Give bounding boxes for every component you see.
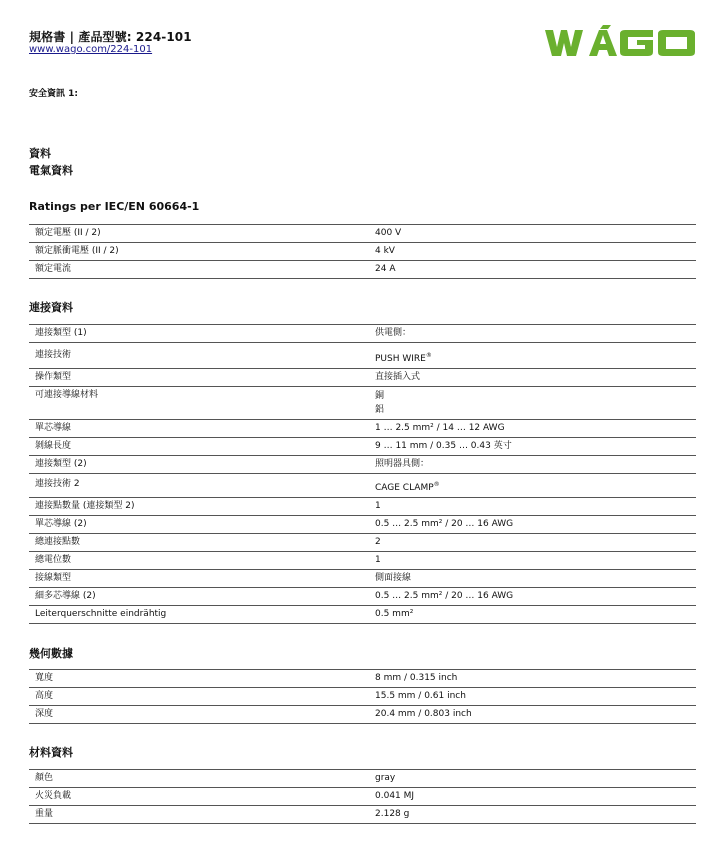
row-label: 剝線長度 (29, 438, 369, 456)
row-value: 側面接線 (369, 570, 696, 588)
row-label: 高度 (29, 688, 369, 706)
row-value: 9 … 11 mm / 0.35 … 0.43 英寸 (369, 438, 696, 456)
geometry-heading: 幾何數據 (29, 647, 73, 660)
table-row (29, 498, 696, 516)
row-label: 單芯導線 (2) (29, 516, 369, 534)
row-value: 15.5 mm / 0.61 inch (369, 688, 696, 706)
table-row (29, 788, 696, 806)
row-value: 1 (369, 498, 696, 516)
row-value: 8 mm / 0.315 inch (369, 670, 696, 688)
row-label: 連接點數量 (連接類型 2) (29, 498, 369, 516)
row-label: 總連接點數 (29, 534, 369, 552)
table-row (29, 588, 696, 606)
table-row (29, 770, 696, 788)
row-value: 0.5 mm² (369, 606, 696, 624)
registered-mark: ® (425, 352, 432, 359)
registered-mark: ® (433, 481, 440, 488)
table-row (29, 570, 696, 588)
row-label: 深度 (29, 706, 369, 724)
row-value: CAGE CLAMP (375, 483, 434, 493)
row-value: PUSH WIRE (375, 354, 426, 364)
table-row (29, 474, 696, 498)
row-label: 火災負載 (29, 788, 369, 806)
row-value: 供電側： (369, 325, 696, 343)
material-heading: 材料資料 (29, 746, 73, 759)
row-value: 銅 (375, 391, 385, 401)
table-row (29, 706, 696, 724)
row-value: 直接插入式 (369, 369, 696, 387)
row-label: Leiterquerschnitte eindrähtig (29, 606, 369, 624)
page-title: 規格書 | 產品型號: 224-101 (29, 30, 192, 44)
wago-logo (545, 25, 695, 61)
row-value-cell (369, 474, 696, 498)
table-row (29, 806, 696, 824)
product-link[interactable]: www.wago.com/224-101 (29, 44, 153, 55)
row-value: 0.041 MJ (369, 788, 696, 806)
row-label: 寬度 (29, 670, 369, 688)
geometry-table (29, 669, 696, 724)
row-label: 額定電流 (29, 261, 369, 279)
row-value: 鋁 (375, 405, 385, 415)
row-value: 20.4 mm / 0.803 inch (369, 706, 696, 724)
table-row (29, 552, 696, 570)
table-row (29, 688, 696, 706)
row-value: 1 … 2.5 mm² / 14 … 12 AWG (369, 420, 696, 438)
table-row (29, 420, 696, 438)
row-value: 400 V (369, 225, 696, 243)
table-row (29, 243, 696, 261)
row-label: 連接類型 (1) (29, 325, 369, 343)
row-label: 操作類型 (29, 369, 369, 387)
row-label: 連接技術 (29, 343, 369, 369)
table-row (29, 516, 696, 534)
row-label: 連接技術 2 (29, 474, 369, 498)
connection-heading: 連接資料 (29, 301, 73, 314)
row-value: 24 A (369, 261, 696, 279)
row-label: 總電位數 (29, 552, 369, 570)
row-value-cell (369, 387, 696, 420)
row-value: 0.5 … 2.5 mm² / 20 … 16 AWG (369, 516, 696, 534)
row-label: 連接類型 (2) (29, 456, 369, 474)
row-label: 額定電壓 (II / 2) (29, 225, 369, 243)
row-label: 顏色 (29, 770, 369, 788)
electrical-heading: 電氣資料 (29, 164, 73, 177)
row-label: 接線類型 (29, 570, 369, 588)
row-value: 4 kV (369, 243, 696, 261)
row-value: 2.128 g (369, 806, 696, 824)
row-label: 額定脈衝電壓 (II / 2) (29, 243, 369, 261)
material-table (29, 769, 696, 824)
ratings-table (29, 224, 696, 279)
row-label: 單芯導線 (29, 420, 369, 438)
row-label: 細多芯導線 (2) (29, 588, 369, 606)
table-row (29, 225, 696, 243)
table-row (29, 369, 696, 387)
table-row (29, 534, 696, 552)
row-value: 照明器具側： (369, 456, 696, 474)
data-heading: 資料 (29, 147, 51, 160)
connection-table (29, 324, 696, 624)
row-value: 0.5 … 2.5 mm² / 20 … 16 AWG (369, 588, 696, 606)
row-value: gray (369, 770, 696, 788)
table-row (29, 606, 696, 624)
row-value: 1 (369, 552, 696, 570)
table-row (29, 343, 696, 369)
table-row (29, 456, 696, 474)
table-row (29, 670, 696, 688)
row-label: 重量 (29, 806, 369, 824)
table-row (29, 438, 696, 456)
table-row (29, 325, 696, 343)
row-label: 可連接導線材料 (29, 387, 369, 420)
ratings-heading: Ratings per IEC/EN 60664-1 (29, 200, 200, 213)
row-value: 2 (369, 534, 696, 552)
safety-info-label: 安全資訊 1: (29, 89, 78, 99)
row-value-cell (369, 343, 696, 369)
table-row (29, 261, 696, 279)
table-row (29, 387, 696, 420)
